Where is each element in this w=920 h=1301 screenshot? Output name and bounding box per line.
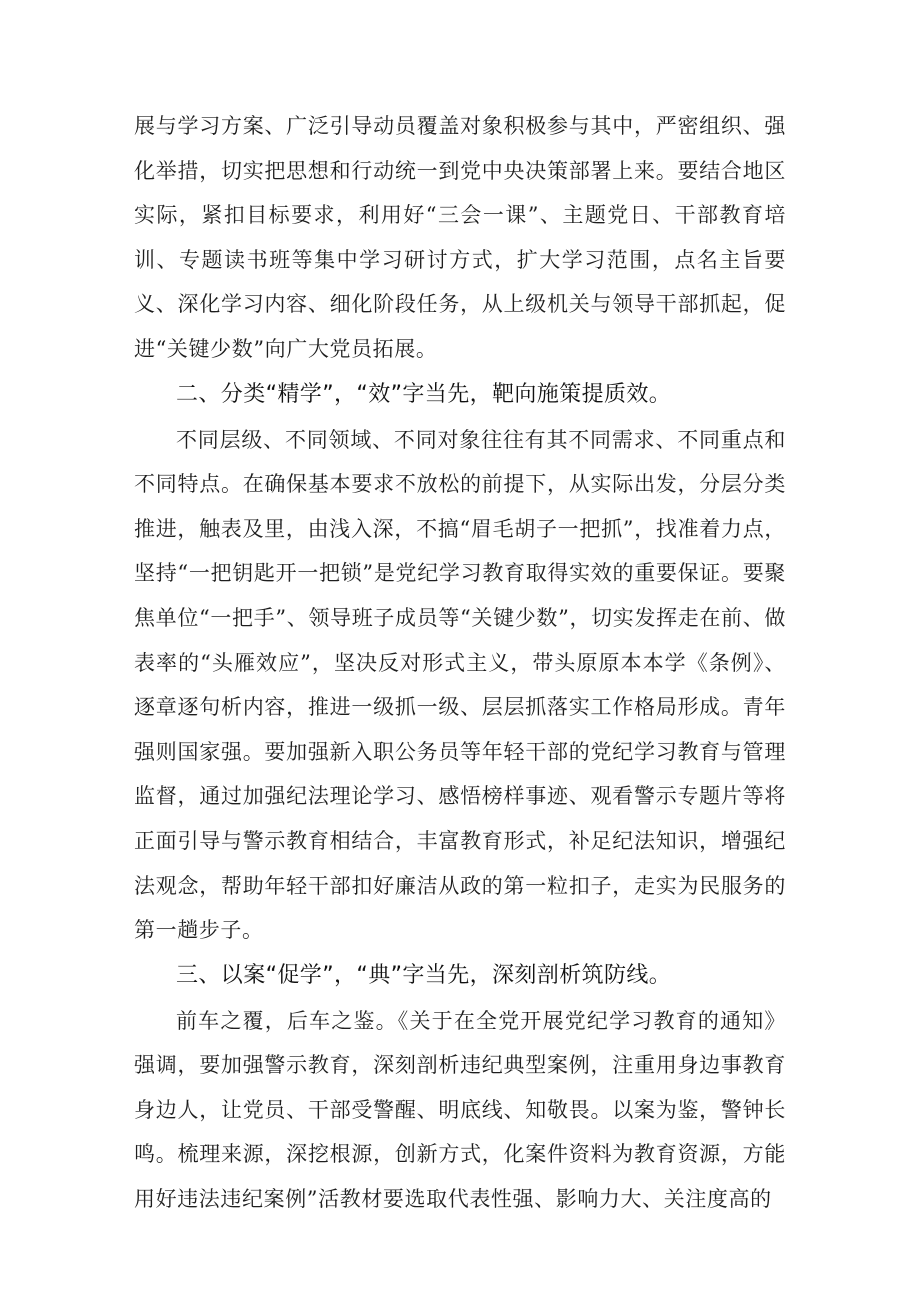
section-heading-3: 三、以案“促学”，“典”字当先，深刻剖析筑防线。 <box>176 962 672 988</box>
paragraph-section-3: 前车之覆，后车之鉴。《关于在全党开展党纪学习教育的通知》强调，要加强警示教育，深刻剖析违纪典型案例，注重用身边事教育身边人，让党员、干部受警醒、明底线、知敬畏。以案为鉴，警钟长鸣。梳理来源，深挖根源，创新方式，化案件资料为教育资源，方能用好违法违纪案例”活教材要选取代表性强、影响力大、关注度高的 <box>134 1008 786 1212</box>
section-heading-2: 二、分类“精学”，“效”字当先，靶向施策提质效。 <box>176 381 672 407</box>
document-body <box>134 104 786 1222</box>
paragraph-continuation: 展与学习方案、广泛引导动员覆盖对象积极参与其中，严密组织、强化举措，切实把思想和行动统一到党中央决策部署上来。要结合地区实际，紧扣目标要求，利用好“三会一课”、主题党日、干部教育培训、专题读书班等集中学习研讨方式，扩大学习范围，点名主旨要义、深化学习内容、细化阶段任务，从上级机关与领导干部抓起，促进“关键少数”向广大党员拓展。 <box>134 114 786 361</box>
paragraph-section-2: 不同层级、不同领域、不同对象往往有其不同需求、不同重点和不同特点。在确保基本要求不放松的前提下，从实际出发，分层分类推进，触表及里，由浅入深，不搞“眉毛胡子一把抓”，找准着力点，坚持“一把钥匙开一把锁”是党纪学习教育取得实效的重要保证。要聚焦单位“一把手”、领导班子成员等“关键少数”，切实发挥走在前、做表率的“头雁效应”，坚决反对形式主义，带头原原本本学《条例》、逐章逐句析内容，推进一级抓一级、层层抓落实工作格局形成。青年强则国家强。要加强新入职公务员等年轻干部的党纪学习教育与管理监督，通过加强纪法理论学习、感悟榜样事迹、观看警示专题片等将正面引导与警示教育相结合，丰富教育形式，补足纪法知识，增强纪法观念，帮助年轻干部扣好廉洁从政的第一粒扣子，走实为民服务的第一趟步子。 <box>134 427 786 943</box>
